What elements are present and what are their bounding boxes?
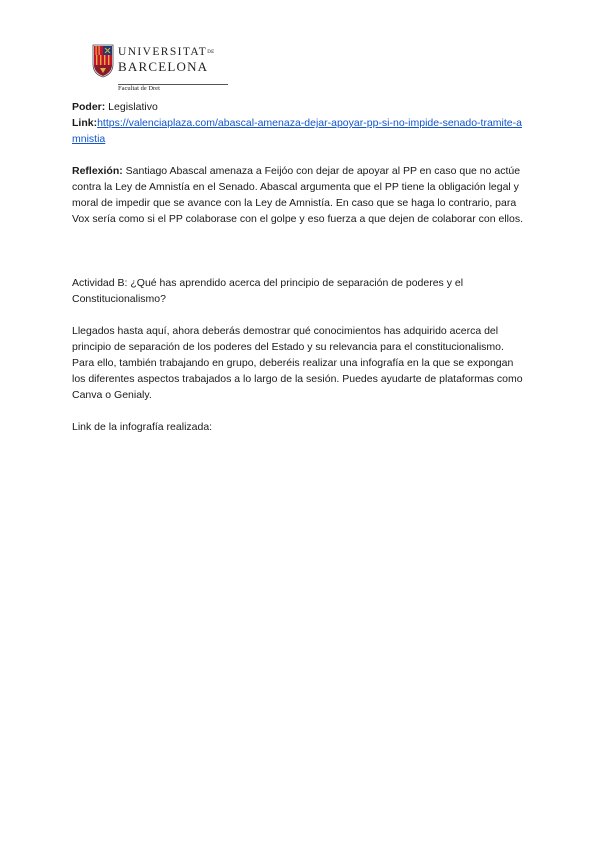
logo-universitat: UNIVERSITAT (118, 46, 208, 59)
reflection-paragraph (72, 163, 528, 227)
reflection-text: Santiago Abascal amenaza a Feijóo con dejar de apoyar al PP en caso que no actúe contra la Ley de Amnistía en el Senado. Abascal argumenta que el PP tiene la obligación legal y moral de impedir que se avance con la Ley de Amnistía. En caso que se haga lo contrario, para Vox sería como si el PP colaborase con el golpe y eso fuerza a que dejen de colaborar con ellos. (72, 165, 523, 225)
faculty-name: Facultat de Dret (118, 85, 160, 92)
power-value: Legislativo (105, 101, 158, 113)
power-label: Poder: (72, 101, 106, 113)
logo-wordmark (118, 46, 215, 92)
reflection-label: Reflexión: (72, 165, 123, 177)
university-logo (92, 44, 222, 94)
infographic-link-label: Link de la infografía realizada: (72, 421, 213, 433)
news-article-link[interactable]: https://valenciaplaza.com/abascal-amenaza-dejar-apoyar-pp-si-no-impide-senado-tramite-amnistia (72, 117, 522, 145)
link-label: Link: (72, 117, 98, 129)
activity-title: Actividad B: ¿Qué has aprendido acerca del principio de separación de poderes y el Constitucionalismo? (72, 277, 464, 305)
link-line (72, 115, 528, 147)
document-body (72, 99, 528, 435)
power-line (72, 99, 528, 115)
activity-description: Llegados hasta aquí, ahora deberás demostrar qué conocimientos has adquirido acerca del principio de separación de los poderes del Estado y su relevancia para el constitucionalismo. Para ello, también trabajando en grupo, deberéis realizar una infografía en la que se expongan los diferentes aspectos trabajados a lo largo de la sesión. Puedes ayudarte de plataformas como Canva o Genialy. (72, 325, 523, 401)
logo-de: DE (207, 50, 215, 55)
university-shield-icon (92, 44, 114, 78)
logo-barcelona: BARCELONA (118, 59, 209, 75)
